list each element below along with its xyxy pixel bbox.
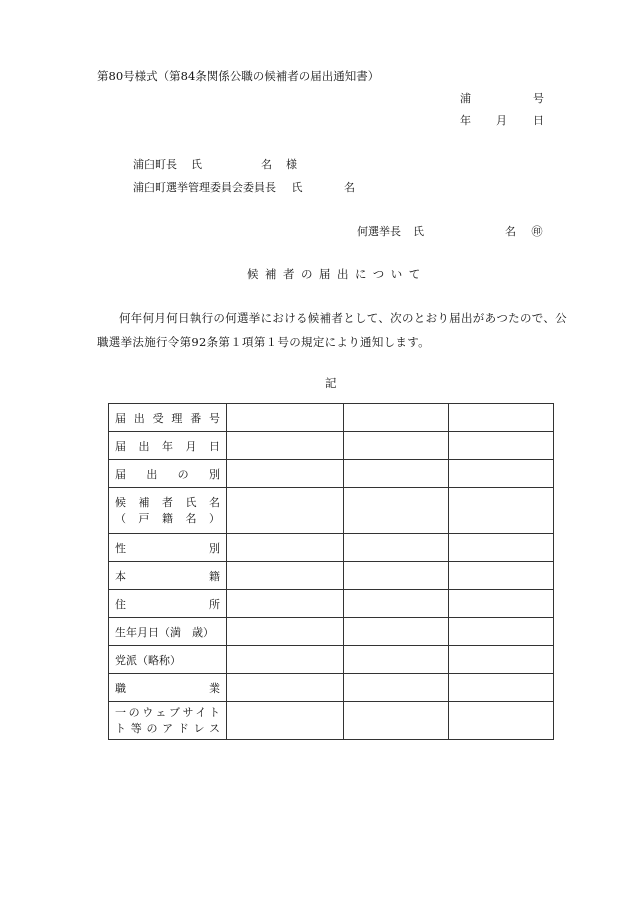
table-row	[109, 534, 554, 562]
row-label: 職 業	[115, 681, 220, 695]
entry-cell	[344, 562, 449, 590]
sender-mei: 名	[505, 225, 516, 238]
entry-cell	[227, 674, 344, 702]
row-label: 生年月日（満 歳）	[115, 625, 214, 639]
entry-cell	[449, 562, 554, 590]
table-row	[109, 562, 554, 590]
entry-cell	[344, 590, 449, 618]
number-prefix: 浦	[460, 92, 471, 105]
document-subject: 候補者の届出について	[247, 267, 427, 281]
entry-cell	[344, 432, 449, 460]
table-row	[109, 404, 554, 432]
date-day: 日	[533, 114, 544, 127]
row-label-cell	[109, 404, 227, 432]
entry-cell	[344, 488, 449, 534]
table-row	[109, 460, 554, 488]
entry-cell	[449, 460, 554, 488]
row-label: 本 籍	[115, 569, 220, 583]
row-label: 性 別	[115, 541, 220, 555]
entry-cell	[227, 432, 344, 460]
recipient-mayor	[133, 156, 297, 172]
recipient-mayor-shi: 氏	[191, 158, 202, 171]
row-label-cell	[109, 702, 227, 740]
row-label-cell	[109, 646, 227, 674]
row-label: 住 所	[115, 597, 220, 611]
entry-cell	[227, 646, 344, 674]
entry-cell	[449, 432, 554, 460]
table-row	[109, 646, 554, 674]
row-label-line1: 候補者氏名	[115, 495, 220, 509]
entry-cell	[449, 618, 554, 646]
number-suffix: 号	[533, 92, 544, 105]
seal-icon: ㊞	[531, 225, 543, 238]
form-title: 第80号様式（第84条関係公職の候補者の届出通知書）	[97, 69, 380, 83]
entry-cell	[449, 404, 554, 432]
row-label: 届 出 の 別	[115, 467, 220, 481]
row-label-cell	[109, 488, 227, 534]
entry-cell	[227, 460, 344, 488]
table-row	[109, 674, 554, 702]
entry-cell	[344, 646, 449, 674]
sender	[357, 223, 424, 239]
recipient-mayor-sama: 様	[286, 158, 297, 171]
notification-table	[108, 403, 554, 740]
row-label-line2: （戸籍名）	[115, 511, 220, 525]
date-month: 月	[496, 114, 507, 127]
entry-cell	[344, 534, 449, 562]
entry-cell	[449, 674, 554, 702]
row-label-cell	[109, 460, 227, 488]
recipient-committee-title: 浦臼町選挙管理委員会委員長	[133, 181, 276, 194]
table-row	[109, 488, 554, 534]
row-label-cell	[109, 618, 227, 646]
entry-cell	[344, 404, 449, 432]
recipient-committee	[133, 179, 355, 195]
entry-cell	[227, 590, 344, 618]
entry-cell	[227, 488, 344, 534]
row-label: 届 出 受 理 番 号	[115, 411, 220, 425]
recipient-committee-shi: 氏	[291, 181, 303, 194]
table-row	[109, 618, 554, 646]
sender-shi: 氏	[413, 225, 424, 238]
row-label: 党派（略称）	[115, 653, 181, 667]
entry-cell	[227, 618, 344, 646]
ki-heading: 記	[325, 376, 337, 390]
entry-cell	[227, 404, 344, 432]
entry-cell	[227, 702, 344, 740]
recipient-mayor-title: 浦臼町長	[133, 158, 177, 171]
entry-cell	[449, 646, 554, 674]
entry-cell	[449, 702, 554, 740]
entry-cell	[344, 674, 449, 702]
entry-cell	[344, 460, 449, 488]
row-label-cell	[109, 562, 227, 590]
entry-cell	[227, 534, 344, 562]
row-label-cell	[109, 534, 227, 562]
table-row	[109, 702, 554, 740]
entry-cell	[227, 562, 344, 590]
table-row	[109, 590, 554, 618]
row-label-cell	[109, 674, 227, 702]
entry-cell	[449, 488, 554, 534]
row-label	[109, 493, 226, 529]
row-label-line2: ト等のアドレス	[115, 721, 220, 735]
row-label: 届 出 年 月 日	[115, 439, 220, 453]
entry-cell	[449, 590, 554, 618]
body-paragraph: 何年何月何日執行の何選挙における候補者として、次のとおり届出があつたので、公職選挙法施行令第92条第１項第１号の規定により通知します。	[97, 311, 567, 349]
row-label-line1: 一のウェブサイト	[115, 705, 220, 719]
recipient-mayor-mei: 名	[261, 158, 272, 171]
table-row	[109, 432, 554, 460]
date-year: 年	[460, 114, 471, 127]
row-label-cell	[109, 432, 227, 460]
recipient-committee-mei: 名	[344, 181, 355, 194]
sender-seal	[505, 223, 543, 239]
entry-cell	[449, 534, 554, 562]
sender-title: 何選挙長	[357, 225, 401, 238]
entry-cell	[344, 702, 449, 740]
entry-cell	[344, 618, 449, 646]
row-label	[109, 703, 226, 739]
row-label-cell	[109, 590, 227, 618]
